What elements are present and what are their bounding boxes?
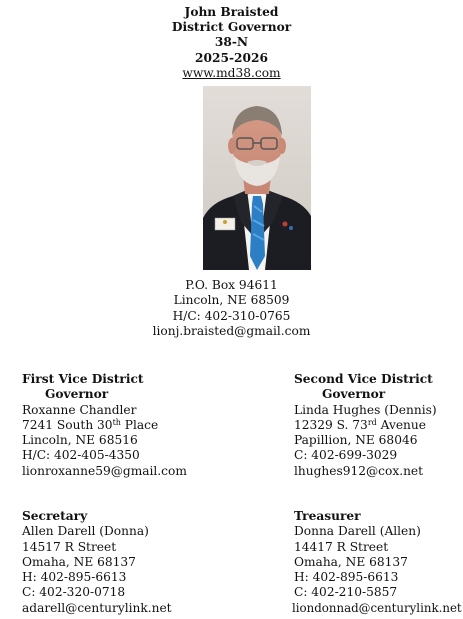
second-vice-city: Papillion, NE 68046 bbox=[294, 433, 418, 448]
governor-name: John Braisted bbox=[184, 5, 279, 19]
street-number: 7241 South 30 bbox=[22, 417, 113, 432]
second-vice-phone: C: 402-699-3029 bbox=[294, 448, 398, 463]
first-vice-street bbox=[22, 418, 187, 433]
treasurer-street: 14417 R Street bbox=[294, 539, 389, 554]
governor-portrait bbox=[203, 86, 311, 270]
treasurer-name: Donna Darell (Allen) bbox=[294, 524, 421, 539]
secretary-street: 14517 R Street bbox=[22, 539, 117, 554]
term-years: 2025-2026 bbox=[195, 50, 268, 65]
second-vice-title: Second Vice District bbox=[294, 372, 433, 386]
treasurer-title: Treasurer bbox=[294, 509, 361, 523]
secretary-name: Allen Darell (Donna) bbox=[22, 524, 149, 539]
email-line: lionj.braisted@gmail.com bbox=[152, 324, 311, 339]
second-vice-name: Linda Hughes (Dennis) bbox=[294, 402, 437, 417]
treasurer-city: Omaha, NE 68137 bbox=[294, 554, 408, 569]
first-vice-title-line2: Governor bbox=[45, 387, 109, 402]
secretary-home-phone: H: 402-895-6613 bbox=[22, 570, 127, 585]
phone-line: H/C: 402-310-0765 bbox=[172, 308, 291, 323]
first-vice-city: Lincoln, NE 68516 bbox=[22, 433, 138, 448]
first-vice-phone: H/C: 402-405-4350 bbox=[22, 448, 140, 463]
treasurer-home-phone: H: 402-895-6613 bbox=[294, 570, 399, 585]
website-link[interactable]: www.md38.com bbox=[182, 65, 281, 80]
treasurer-block bbox=[294, 509, 462, 616]
second-vice-email: lhughes912@cox.net bbox=[294, 463, 424, 478]
first-vice-title: First Vice District bbox=[22, 372, 144, 386]
second-vice-street bbox=[294, 418, 437, 433]
secretary-block bbox=[22, 509, 172, 616]
district-number: 38-N bbox=[214, 35, 249, 50]
treasurer-email: liondonnad@centurylink.net bbox=[292, 600, 462, 615]
street-ordinal: th bbox=[112, 417, 121, 427]
first-vice-name: Roxanne Chandler bbox=[22, 402, 137, 417]
po-box: P.O. Box 94611 bbox=[185, 278, 278, 292]
governor-header bbox=[0, 5, 463, 81]
governor-role: District Governor bbox=[171, 20, 292, 35]
city-line: Lincoln, NE 68509 bbox=[173, 293, 290, 308]
second-vice-title-line2: Governor bbox=[322, 387, 386, 402]
secretary-email: adarell@centurylink.net bbox=[22, 600, 172, 615]
secretary-title: Secretary bbox=[22, 509, 88, 523]
secretary-city: Omaha, NE 68137 bbox=[22, 554, 136, 569]
street-ordinal: rd bbox=[367, 417, 377, 427]
street-number: 12329 S. 73 bbox=[294, 417, 368, 432]
first-vice-email: lionroxanne59@gmail.com bbox=[22, 463, 187, 478]
street-suffix: Avenue bbox=[376, 417, 426, 432]
governor-contact bbox=[0, 278, 463, 340]
secretary-cell-phone: C: 402-320-0718 bbox=[22, 585, 126, 600]
second-vice-block bbox=[294, 372, 437, 479]
treasurer-cell-phone: C: 402-210-5857 bbox=[294, 585, 398, 600]
first-vice-block bbox=[22, 372, 187, 479]
street-suffix: Place bbox=[120, 417, 159, 432]
